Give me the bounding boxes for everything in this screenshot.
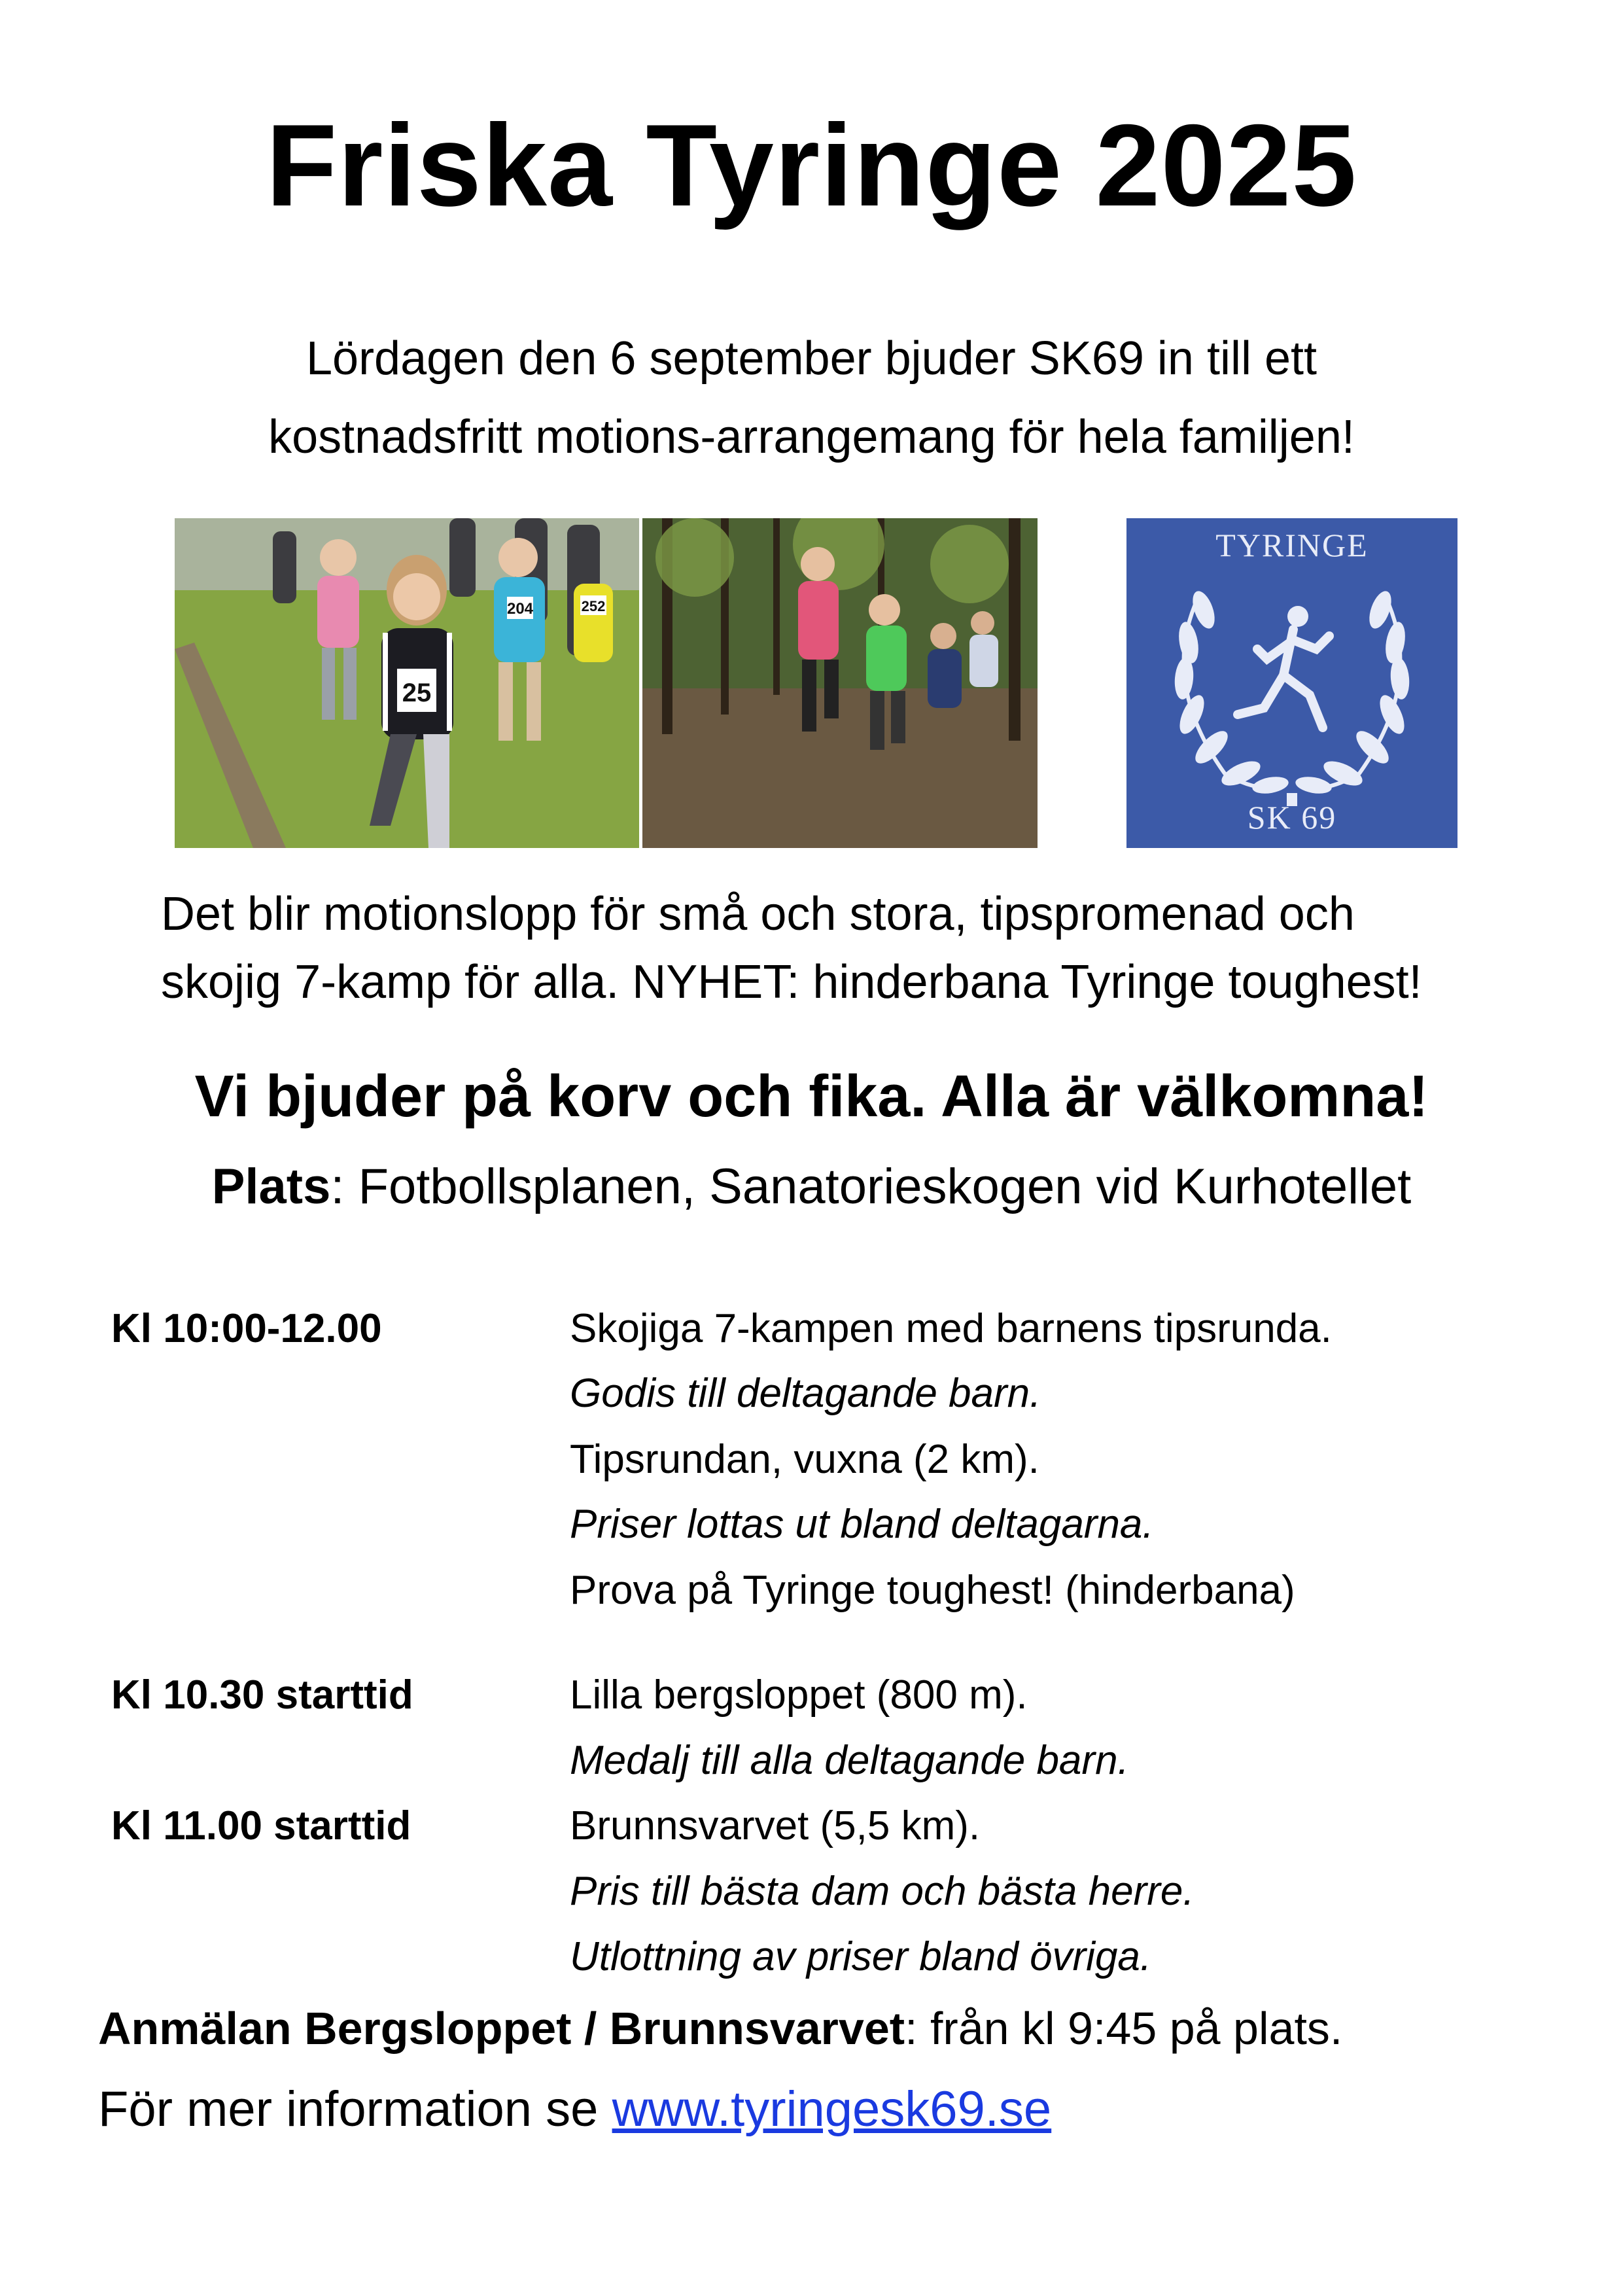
photo-trail-runners xyxy=(642,518,1038,848)
signup-value: : från kl 9:45 på plats. xyxy=(905,2003,1343,2054)
signup-label: Anmälan Bergsloppet / Brunnsvarvet xyxy=(98,2003,905,2054)
schedule-item: Skojiga 7-kampen med barnens tipsrunda. xyxy=(570,1306,1332,1351)
photo-kids-running xyxy=(175,518,639,848)
description-line-2: skojig 7-kamp för alla. NYHET: hinderbana Tyringe toughest! xyxy=(161,956,1422,1008)
schedule-item: Lilla bergsloppet (800 m). xyxy=(570,1672,1028,1718)
website-link[interactable]: www.tyringesk69.se xyxy=(612,2081,1052,2137)
schedule-item: Pris till bästa dam och bästa herre. xyxy=(570,1869,1195,1914)
place-value: : Fotbollsplanen, Sanatorieskogen vid Kurhotellet xyxy=(330,1159,1412,1214)
bib-25: 25 xyxy=(402,679,432,707)
more-info-text: För mer information se xyxy=(98,2081,612,2137)
event-description xyxy=(161,880,1535,1016)
schedule-item: Medalj till alla deltagande barn. xyxy=(570,1738,1129,1783)
schedule-time-3: Kl 11.00 starttid xyxy=(111,1803,411,1848)
place-line xyxy=(0,1158,1623,1215)
logo-top-text: TYRINGE xyxy=(1215,527,1369,563)
club-logo xyxy=(1126,518,1457,848)
schedule-time-2: Kl 10.30 starttid xyxy=(111,1672,413,1718)
schedule-item: Priser lottas ut bland deltagarna. xyxy=(570,1502,1154,1547)
page-title: Friska Tyringe 2025 xyxy=(266,100,1357,230)
intro-line-1: Lördagen den 6 september bjuder SK69 in till ett xyxy=(305,332,1317,385)
schedule-item: Brunnsvarvet (5,5 km). xyxy=(570,1803,981,1848)
schedule-item: Prova på Tyringe toughest! (hinderbana) xyxy=(570,1568,1295,1613)
schedule-time-1: Kl 10:00-12.00 xyxy=(111,1306,382,1351)
description-line-1: Det blir motionslopp för små och stora, tipspromenad och xyxy=(161,888,1355,940)
schedule-item: Godis till deltagande barn. xyxy=(570,1371,1041,1416)
signup-line xyxy=(98,2002,1342,2055)
welcome-heading: Vi bjuder på korv och fika. Alla är välkomna! xyxy=(194,1064,1429,1129)
schedule-item: Tipsrundan, vuxna (2 km). xyxy=(570,1437,1039,1482)
bib-204: 204 xyxy=(506,600,534,618)
schedule-item: Utlottning av priser bland övriga. xyxy=(570,1934,1152,1979)
logo-bottom-text: SK 69 xyxy=(1247,799,1337,836)
intro-text xyxy=(0,319,1623,476)
intro-line-2: kostnadsfritt motions-arrangemang för hela familjen! xyxy=(268,411,1355,463)
place-label: Plats xyxy=(211,1159,331,1214)
bib-252: 252 xyxy=(581,598,606,614)
more-info-line xyxy=(98,2081,1051,2138)
